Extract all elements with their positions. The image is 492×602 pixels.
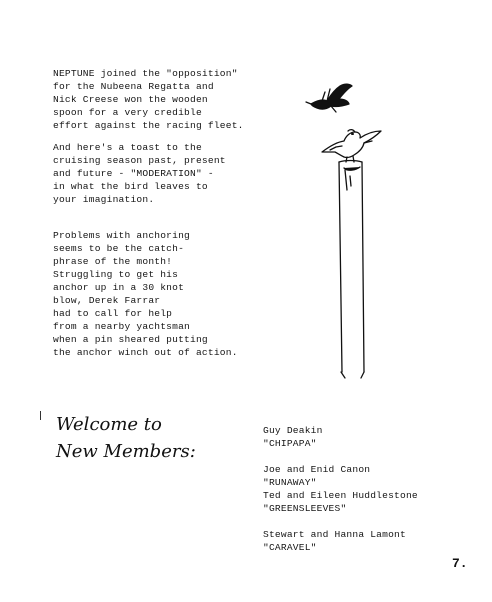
- member-entry: [263, 463, 418, 489]
- new-members-list: [263, 424, 418, 567]
- paragraph-line: And here's a toast to the: [53, 142, 202, 153]
- page-number: 7.: [452, 556, 468, 571]
- paragraph-line: anchor up in a 30 knot: [53, 282, 185, 293]
- paragraph-line: had to call for help: [53, 308, 173, 319]
- member-entry: [263, 424, 418, 450]
- paragraph-line: Struggling to get his: [53, 269, 179, 280]
- paragraph-line: in what the bird leaves to: [53, 181, 208, 192]
- paragraph-line: blow, Derek Farrar: [53, 295, 161, 306]
- paragraph-line: phrase of the month!: [53, 256, 173, 267]
- paragraph-line: spoon for a very credible: [53, 107, 202, 118]
- paragraph-line: the anchor winch out of action.: [53, 347, 238, 358]
- member-boat: "CARAVEL": [263, 542, 317, 553]
- member-group: [263, 463, 418, 515]
- paragraph-line: and future - "MODERATION" -: [53, 168, 214, 179]
- paragraph-line: cruising season past, present: [53, 155, 226, 166]
- member-names: Guy Deakin: [263, 425, 323, 436]
- paragraph-line: for the Nubeena Regatta and: [53, 81, 214, 92]
- paragraph-line: seems to be the catch-: [53, 243, 185, 254]
- paragraph-line: effort against the racing fleet.: [53, 120, 244, 131]
- paragraph-line: Nick Creese won the wooden: [53, 94, 208, 105]
- member-boat: "RUNAWAY": [263, 477, 317, 488]
- flying-bird-icon: [306, 84, 352, 112]
- member-names: Joe and Enid Canon: [263, 464, 371, 475]
- welcome-heading: [56, 411, 196, 465]
- member-boat: "GREENSLEEVES": [263, 503, 347, 514]
- welcome-line: New Members:: [56, 441, 196, 462]
- member-entry: [263, 489, 418, 515]
- member-names: Stewart and Hanna Lamont: [263, 529, 406, 540]
- paragraph-line: from a nearby yachtsman: [53, 321, 191, 332]
- paragraph-line: when a pin sheared putting: [53, 334, 208, 345]
- member-boat: "CHIPAPA": [263, 438, 317, 449]
- member-names: Ted and Eileen Huddlestone: [263, 490, 418, 501]
- margin-mark: [40, 411, 41, 420]
- paragraph-line: Problems with anchoring: [53, 230, 191, 241]
- paragraph-line: NEPTUNE joined the "opposition": [53, 68, 238, 79]
- member-entry: [263, 528, 418, 554]
- paragraph-line: your imagination.: [53, 194, 155, 205]
- perched-bird-icon: [322, 130, 381, 162]
- post-icon: [339, 161, 364, 379]
- welcome-line: Welcome to: [56, 414, 162, 435]
